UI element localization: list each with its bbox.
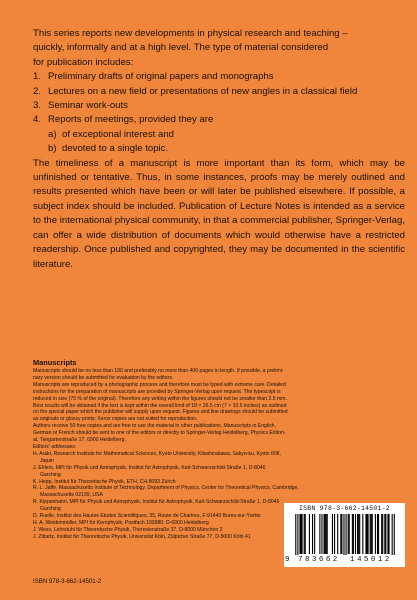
- sub-list-item: [48, 128, 405, 142]
- barcode-bar: [340, 514, 341, 554]
- editor-line-cont: Massachusetts 02139, USA: [40, 492, 103, 499]
- barcode-bar: [332, 514, 333, 554]
- barcode-bar: [366, 514, 367, 554]
- barcode-bar: [371, 514, 372, 554]
- manuscripts-line: on the special paper which the publisher will supply upon request. Figures and line drawings should be submitted: [33, 409, 288, 416]
- barcode-bar: [300, 514, 301, 554]
- editor-line-cont: Garching: [40, 506, 61, 513]
- barcode-bar: [377, 514, 378, 554]
- barcode-bar: [312, 514, 313, 554]
- list-number: 2.: [33, 85, 42, 97]
- barcode-bar: [370, 514, 371, 554]
- list-text: Preliminary drafts of original papers and monographs: [48, 71, 274, 83]
- barcode-bar: [355, 514, 356, 554]
- barcode-bar: [341, 514, 342, 554]
- barcode-bar: [325, 514, 326, 554]
- manuscripts-line: Manuscripts are reproduced by a photographic process and therefore must be typed with extreme care. Detailed: [33, 381, 286, 388]
- barcode-bar: [365, 514, 366, 554]
- editor-address: [33, 485, 405, 499]
- editor-line: J. Zittartz, Institut für Theoretische Physik, Universität Köln, Zülpicher Straße 77, D-5000 Köln 41: [33, 533, 251, 540]
- manuscripts-line: instructions for the preparation of manuscripts are provided by Springer-Verlag upon request. The typescript is: [33, 388, 281, 395]
- barcode-bar: [358, 514, 359, 554]
- barcode-bar: [375, 514, 376, 554]
- series-description: [33, 27, 405, 272]
- manuscripts-line: German or French should be sent to one of the editors or directly to Springer-Verlag Heidelberg, Physics Editori-: [33, 430, 286, 437]
- sub-list-letter: b): [48, 143, 57, 155]
- barcode-bar: [314, 514, 315, 554]
- editor-line: J. Wess, Lehrstuhl für Theoretische Physik, Theresienstraße 37, D-8000 München 2: [33, 526, 223, 533]
- list-number: 3.: [33, 100, 42, 112]
- list-item: [33, 99, 405, 113]
- barcode-isbn-text: ISBN 978-3-662-14501-2: [299, 505, 390, 512]
- barcode-digits-left: 783662: [298, 556, 340, 564]
- timeliness-paragraph: The timeliness of a manuscript is more important than its form, which may be unfinished or tentative. Thus, in some instances, proofs may be merely outlined and results presented which have been or will later be published elsewhere. If possible, a subject index should be included. Publication of Lecture Notes is intended as a service to the international physical community, in that a commercial publisher, Springer-Verlag, can offer a wide distribution of documents which would otherwise have a restricted readership. Once published and copyrighted, they may be documented in the scientific literature.: [33, 157, 405, 270]
- editor-line-cont: Japan: [40, 457, 54, 464]
- manuscripts-line: Best results will be obtained if the text is kept within the overall limit of 18 × 26.5 cm (7 × 10.5 inches) as outlined: [33, 402, 287, 409]
- editor-line: J. Ehlers, MPI für Physik und Astrophysik, Institut für Astrophysik, Karl-Schwarzschild-Straße 1, D-8046: [33, 464, 266, 471]
- barcode-bar: [381, 514, 382, 554]
- barcode-bar: [352, 514, 353, 554]
- list-item: [33, 113, 405, 127]
- list-number: 1.: [33, 71, 42, 83]
- manuscripts-line: al, Tiergartenstraße 17, 6900 Heidelberg.: [33, 437, 126, 444]
- barcode-bar: [337, 514, 338, 554]
- editor-address: [33, 479, 405, 486]
- editor-line: R. Kippenhahn, MPI für Physik und Astrophysik, Institut für Astrophysik, Karl-Schwarzschild-Straße 1, D-8046: [33, 499, 280, 506]
- barcode-digit-first: 9: [285, 556, 290, 564]
- barcode-bar: [378, 514, 379, 554]
- barcode-bar: [302, 514, 303, 554]
- sub-list-item: [48, 142, 405, 156]
- manuscripts-line: Manuscripts should be no less than 100 and preferably no more than 400 pages in length. If possible, a prelimi-: [33, 368, 284, 374]
- material-list: [33, 70, 405, 156]
- manuscripts-line: nary version should be submitted for evaluation by the editors.: [33, 374, 174, 381]
- barcode-label: [284, 503, 405, 567]
- editor-line: R. L. Jaffe, Massachusetts Institute of Technology, Department of Physics, Center for Theoretical Physics, Cambridge,: [33, 485, 299, 492]
- list-item: [33, 70, 405, 84]
- barcode-bar: [384, 514, 385, 554]
- intro-line-3: for publication includes:: [33, 56, 134, 68]
- list-number: 4.: [33, 114, 42, 126]
- barcode-bar: [368, 514, 369, 554]
- barcode-bar: [359, 514, 360, 554]
- barcode-bar: [324, 514, 325, 554]
- intro-line-2: quickly, informally and at a high level. The type of material considered: [33, 42, 329, 54]
- list-text: Seminar work-outs: [48, 100, 128, 112]
- sub-list: [33, 128, 405, 157]
- barcode-bar: [394, 514, 395, 555]
- editor-line: D. Ruelle, Institut des Hautes Etudes Scientifiques, 35, Route de Chartres, F-91440 Bures-sur-Yvette: [33, 513, 261, 520]
- barcode-bar: [392, 514, 393, 555]
- editor-line: H. A. Weidenmüller, MPI für Kernphysik, Postfach 103980, D-6900 Heidelberg: [33, 519, 209, 526]
- barcode-bar: [343, 514, 344, 555]
- barcode-bar: [385, 514, 386, 554]
- list-text: Lectures on a new field or presentations of new angles in a classical field: [48, 85, 358, 97]
- list-item: [33, 85, 405, 99]
- list-text: Reports of meetings, provided they are: [48, 114, 214, 126]
- intro-line-1: This series reports new developments in physical research and teaching –: [33, 28, 348, 39]
- editor-address: [33, 465, 405, 479]
- manuscripts-line: reduced in size (75 % of the original). Therefore any writing within the figures should not be smaller than 2.5 mm.: [33, 395, 287, 402]
- barcode-bar: [357, 514, 358, 554]
- editor-line: H. Araki, Research Institute for Mathematical Sciences, Kyoto University, Kitashirakawa, Sakyo-ku, Kyoto 606,: [33, 450, 281, 457]
- barcode-bar: [346, 514, 347, 555]
- manuscripts-line: as originals or glossy prints; Xerox copies are not suited for reproduction.: [33, 416, 198, 423]
- sub-list-letter: a): [48, 128, 57, 140]
- barcode-bar: [387, 514, 388, 554]
- barcode-digits-right: 145012: [350, 556, 392, 564]
- manuscripts-line: Authors receive 50 free copies and are free to use the material in other publications. Manuscripts in English,: [33, 423, 276, 430]
- barcode-bar: [305, 514, 306, 554]
- barcode-bar: [319, 514, 320, 554]
- barcode: [290, 514, 400, 555]
- editor-address: [33, 451, 405, 465]
- barcode-bar: [297, 514, 298, 555]
- sub-list-text: devoted to a single topic.: [62, 143, 169, 155]
- barcode-bar: [382, 514, 383, 554]
- barcode-bar: [349, 514, 350, 554]
- barcode-bar: [372, 514, 373, 554]
- barcode-bar: [362, 514, 363, 554]
- barcode-bar: [388, 514, 389, 554]
- barcode-bar: [299, 514, 300, 554]
- footer-isbn: ISBN 978-3-662-14501-2: [33, 578, 102, 585]
- barcode-bar: [309, 514, 310, 554]
- sub-list-text: of exceptional interest and: [62, 128, 175, 140]
- barcode-bar: [348, 514, 349, 554]
- editor-line-cont: Garching: [40, 471, 61, 478]
- barcode-bar: [334, 514, 335, 554]
- editors-heading: Editors' addresses:: [33, 443, 77, 450]
- manuscripts-heading: Manuscripts: [33, 358, 77, 367]
- barcode-bar: [326, 514, 327, 554]
- barcode-bar: [295, 514, 296, 555]
- editor-line: K. Hepp, Institut für Theoretische Physik, ETH, CH-8093 Zürich: [33, 478, 176, 485]
- barcode-bar: [321, 514, 322, 554]
- barcode-bar: [327, 514, 328, 554]
- barcode-bar: [304, 514, 305, 554]
- barcode-bar: [353, 514, 354, 554]
